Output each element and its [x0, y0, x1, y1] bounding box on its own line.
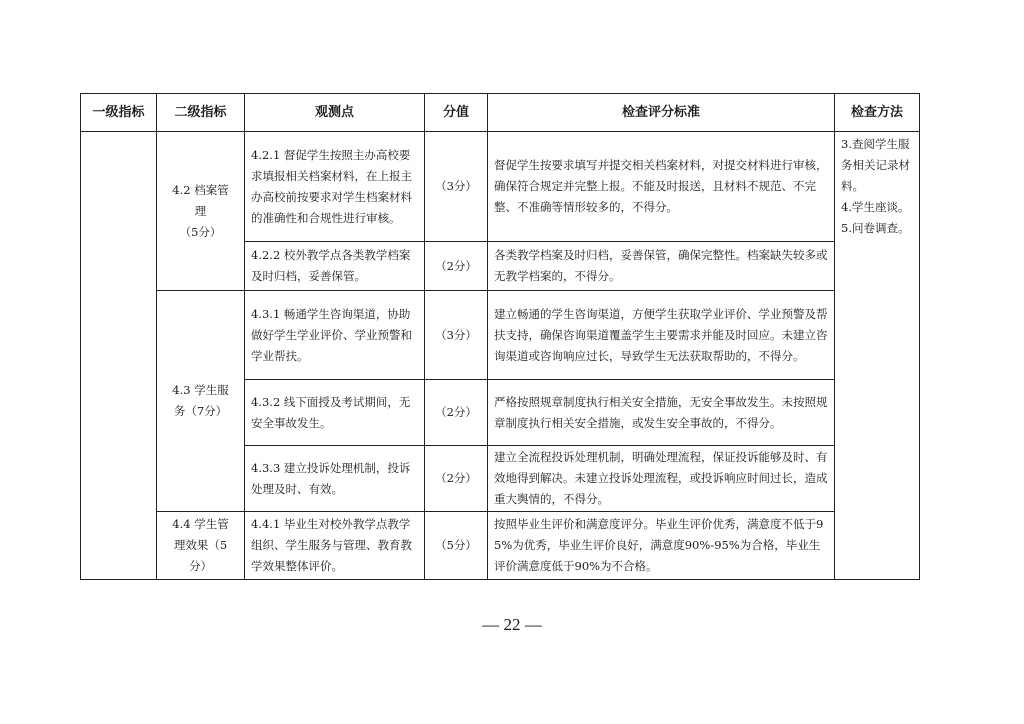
table-row — [81, 291, 920, 380]
score-4-3-2: （2分） — [425, 380, 488, 446]
criteria-4-3-3: 建立全流程投诉处理机制，明确处理流程，保证投诉能够及时、有效地得到解决。未建立投诉处理流程，或投诉响应时间过长，造成重大舆情的，不得分。 — [488, 446, 835, 512]
score-4-3-3: （2分） — [425, 446, 488, 512]
observation-4-3-1: 4.3.1 畅通学生咨询渠道，协助做好学生学业评价、学业预警和学业帮扶。 — [245, 291, 425, 380]
table-row — [81, 132, 920, 242]
score-4-4-1: （5分） — [425, 512, 488, 580]
criteria-4-3-1: 建立畅通的学生咨询渠道，方便学生获取学业评价、学业预警及帮扶支持，确保咨询渠道覆盖学生主要需求并能及时回应。未建立咨询渠道或咨询响应过长，导致学生无法获取帮助的，不得分。 — [488, 291, 835, 380]
header-method: 检查方法 — [835, 94, 920, 132]
score-4-3-1: （3分） — [425, 291, 488, 380]
table-row — [81, 512, 920, 580]
observation-4-3-3: 4.3.3 建立投诉处理机制，投诉处理及时、有效。 — [245, 446, 425, 512]
table-header-row — [81, 94, 920, 132]
header-level2: 二级指标 — [157, 94, 245, 132]
evaluation-table — [80, 93, 920, 580]
level1-cell — [81, 132, 157, 580]
criteria-4-2-1: 督促学生按要求填写并提交相关档案材料，对提交材料进行审核，确保符合规定并完整上报。不能及时报送，且材料不规范、不完整、不准确等情形较多的，不得分。 — [488, 132, 835, 242]
observation-4-4-1: 4.4.1 毕业生对校外教学点教学组织、学生服务与管理、教育教学效果整体评价。 — [245, 512, 425, 580]
header-level1: 一级指标 — [81, 94, 157, 132]
criteria-4-2-2: 各类教学档案及时归档，妥善保管，确保完整性。档案缺失较多或无教学档案的，不得分。 — [488, 242, 835, 291]
criteria-4-3-2: 严格按照规章制度执行相关安全措施，无安全事故发生。未按照规章制度执行相关安全措施，或发生安全事故的，不得分。 — [488, 380, 835, 446]
level2-4-3: 4.3 学生服 务（7分） — [157, 291, 245, 512]
score-4-2-1: （3分） — [425, 132, 488, 242]
score-4-2-2: （2分） — [425, 242, 488, 291]
method-cell: 3.查阅学生服务相关记录材料。 4.学生座谈。 5.问卷调查。 — [835, 132, 920, 580]
header-criteria: 检查评分标准 — [488, 94, 835, 132]
level2-4-2: 4.2 档案管 理 （5分） — [157, 132, 245, 291]
criteria-4-4-1: 按照毕业生评价和满意度评分。毕业生评价优秀，满意度不低于95%为优秀，毕业生评价良好，满意度90%-95%为合格，毕业生评价满意度低于90%为不合格。 — [488, 512, 835, 580]
observation-4-2-2: 4.2.2 校外教学点各类教学档案及时归档，妥善保管。 — [245, 242, 425, 291]
observation-4-2-1: 4.2.1 督促学生按照主办高校要求填报相关档案材料，在上报主办高校前按要求对学生档案材料的准确性和合规性进行审核。 — [245, 132, 425, 242]
header-score: 分值 — [425, 94, 488, 132]
page-number: — 22 — — [482, 615, 542, 634]
level2-4-4: 4.4 学生管 理效果（5 分） — [157, 512, 245, 580]
header-observation: 观测点 — [245, 94, 425, 132]
observation-4-3-2: 4.3.2 线下面授及考试期间，无安全事故发生。 — [245, 380, 425, 446]
